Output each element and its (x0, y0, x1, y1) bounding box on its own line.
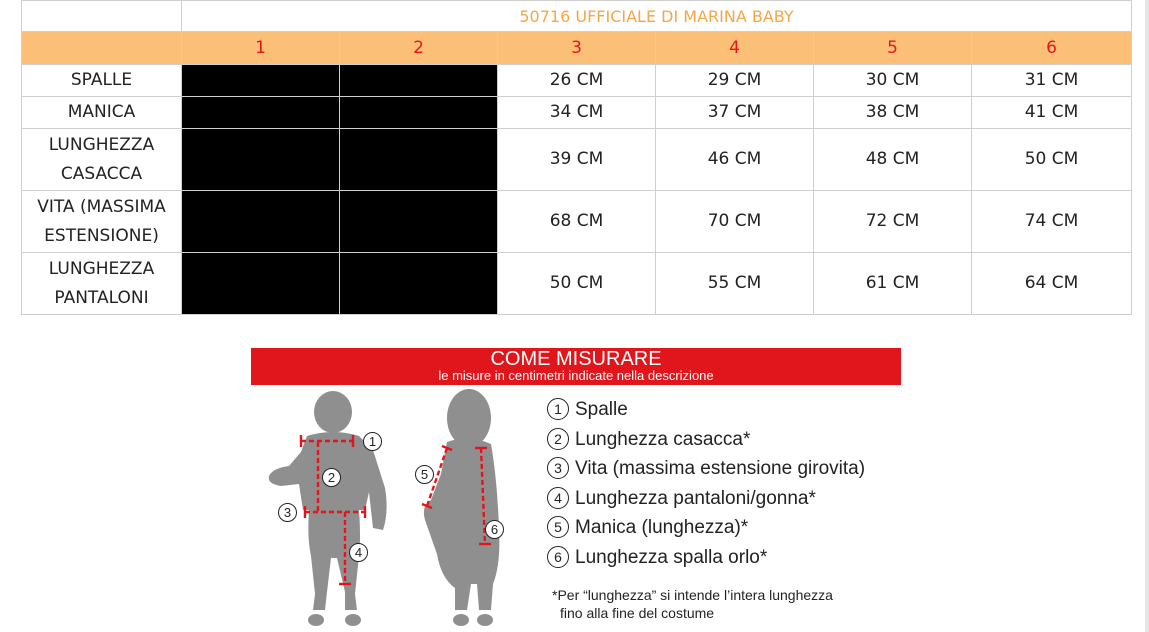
row-label-line: MANICA (67, 102, 136, 122)
header-empty-cell (22, 32, 182, 65)
corner-cell (22, 1, 182, 32)
row-label (22, 253, 182, 315)
table-cell: 26 CM (498, 65, 656, 97)
product-title: 50716 UFFICIALE DI MARINA BABY (182, 1, 1132, 32)
guide-banner (251, 348, 901, 385)
row-label-line: LUNGHEZZA (48, 258, 155, 279)
size-header-cell: 6 (972, 32, 1132, 65)
row-label-line: CASACCA (60, 163, 143, 184)
table-row (22, 191, 1132, 253)
row-label-line: PANTALONI (54, 287, 149, 308)
table-cell: 34 CM (498, 97, 656, 129)
unavailable-cell (182, 65, 340, 97)
table-cell: 64 CM (972, 253, 1132, 315)
size-header-cell: 1 (182, 32, 340, 65)
table-cell: 29 CM (656, 65, 814, 97)
footnote-line: fino alla fine del costume (560, 605, 715, 621)
size-header-cell: 4 (656, 32, 814, 65)
table-cell: 48 CM (814, 129, 972, 191)
legend-item (547, 428, 865, 458)
callout-3-icon: 3 (278, 503, 297, 522)
legend-number: 3 (547, 457, 569, 479)
table-cell: 38 CM (814, 97, 972, 129)
unavailable-cell (340, 65, 498, 97)
table-cell: 30 CM (814, 65, 972, 97)
guide-subtitle: le misure in centimetri indicate nella descrizione (438, 368, 714, 383)
table-cell: 41 CM (972, 97, 1132, 129)
table-row (22, 129, 1132, 191)
row-label (22, 65, 182, 97)
row-label-line: SPALLE (70, 70, 133, 90)
legend-number: 5 (547, 516, 569, 538)
table-cell: 72 CM (814, 191, 972, 253)
size-chart-table (21, 0, 1132, 315)
unavailable-cell (340, 129, 498, 191)
size-header-cell: 2 (340, 32, 498, 65)
length-footnote (552, 586, 833, 622)
callout-6-icon: 6 (485, 520, 504, 539)
measure-legend (547, 398, 865, 576)
table-row (22, 253, 1132, 315)
callout-5-icon: 5 (415, 465, 434, 484)
unavailable-cell (340, 253, 498, 315)
row-label (22, 97, 182, 129)
legend-text: Lunghezza casacca* (575, 428, 751, 450)
size-header-cell: 5 (814, 32, 972, 65)
legend-number: 1 (547, 398, 569, 420)
legend-text: Vita (massima estensione girovita) (575, 458, 866, 480)
table-cell: 50 CM (972, 129, 1132, 191)
unavailable-cell (182, 129, 340, 191)
table-cell: 39 CM (498, 129, 656, 191)
legend-number: 6 (547, 546, 569, 568)
unavailable-cell (340, 97, 498, 129)
legend-item (547, 398, 865, 428)
footnote-line: *Per “lunghezza” si intende l’intera lunghezza (552, 587, 833, 603)
unavailable-cell (182, 97, 340, 129)
callout-2-icon: 2 (322, 468, 341, 487)
legend-item (547, 546, 865, 576)
unavailable-cell (182, 191, 340, 253)
guide-title: COME MISURARE (490, 348, 662, 370)
table-cell: 46 CM (656, 129, 814, 191)
table-cell: 61 CM (814, 253, 972, 315)
legend-item (547, 457, 865, 487)
unavailable-cell (182, 253, 340, 315)
page-right-border (1145, 0, 1149, 632)
how-to-measure-guide (251, 348, 901, 632)
child-side-figure (411, 388, 521, 632)
size-header-row (22, 32, 1132, 65)
table-cell: 55 CM (656, 253, 814, 315)
row-label (22, 129, 182, 191)
callout-1-icon: 1 (363, 432, 382, 451)
table-cell: 37 CM (656, 97, 814, 129)
legend-text: Spalle (575, 399, 628, 420)
table-cell: 50 CM (498, 253, 656, 315)
legend-text: Lunghezza spalla orlo* (575, 546, 768, 568)
legend-text: Lunghezza pantaloni/gonna* (575, 487, 816, 509)
title-row (22, 1, 1132, 32)
table-cell: 31 CM (972, 65, 1132, 97)
legend-number: 2 (547, 428, 569, 450)
row-label-line: ESTENSIONE) (44, 225, 159, 246)
legend-item (547, 487, 865, 517)
legend-item (547, 516, 865, 546)
legend-text: Manica (lunghezza)* (575, 517, 749, 539)
table-row (22, 97, 1132, 129)
unavailable-cell (340, 191, 498, 253)
legend-number: 4 (547, 487, 569, 509)
table-cell: 74 CM (972, 191, 1132, 253)
table-cell: 70 CM (656, 191, 814, 253)
callout-4-icon: 4 (349, 543, 368, 562)
size-header-cell: 3 (498, 32, 656, 65)
row-label (22, 191, 182, 253)
row-label-line: VITA (MASSIMA (37, 196, 166, 217)
row-label-line: LUNGHEZZA (48, 134, 155, 155)
table-cell: 68 CM (498, 191, 656, 253)
table-row (22, 65, 1132, 97)
